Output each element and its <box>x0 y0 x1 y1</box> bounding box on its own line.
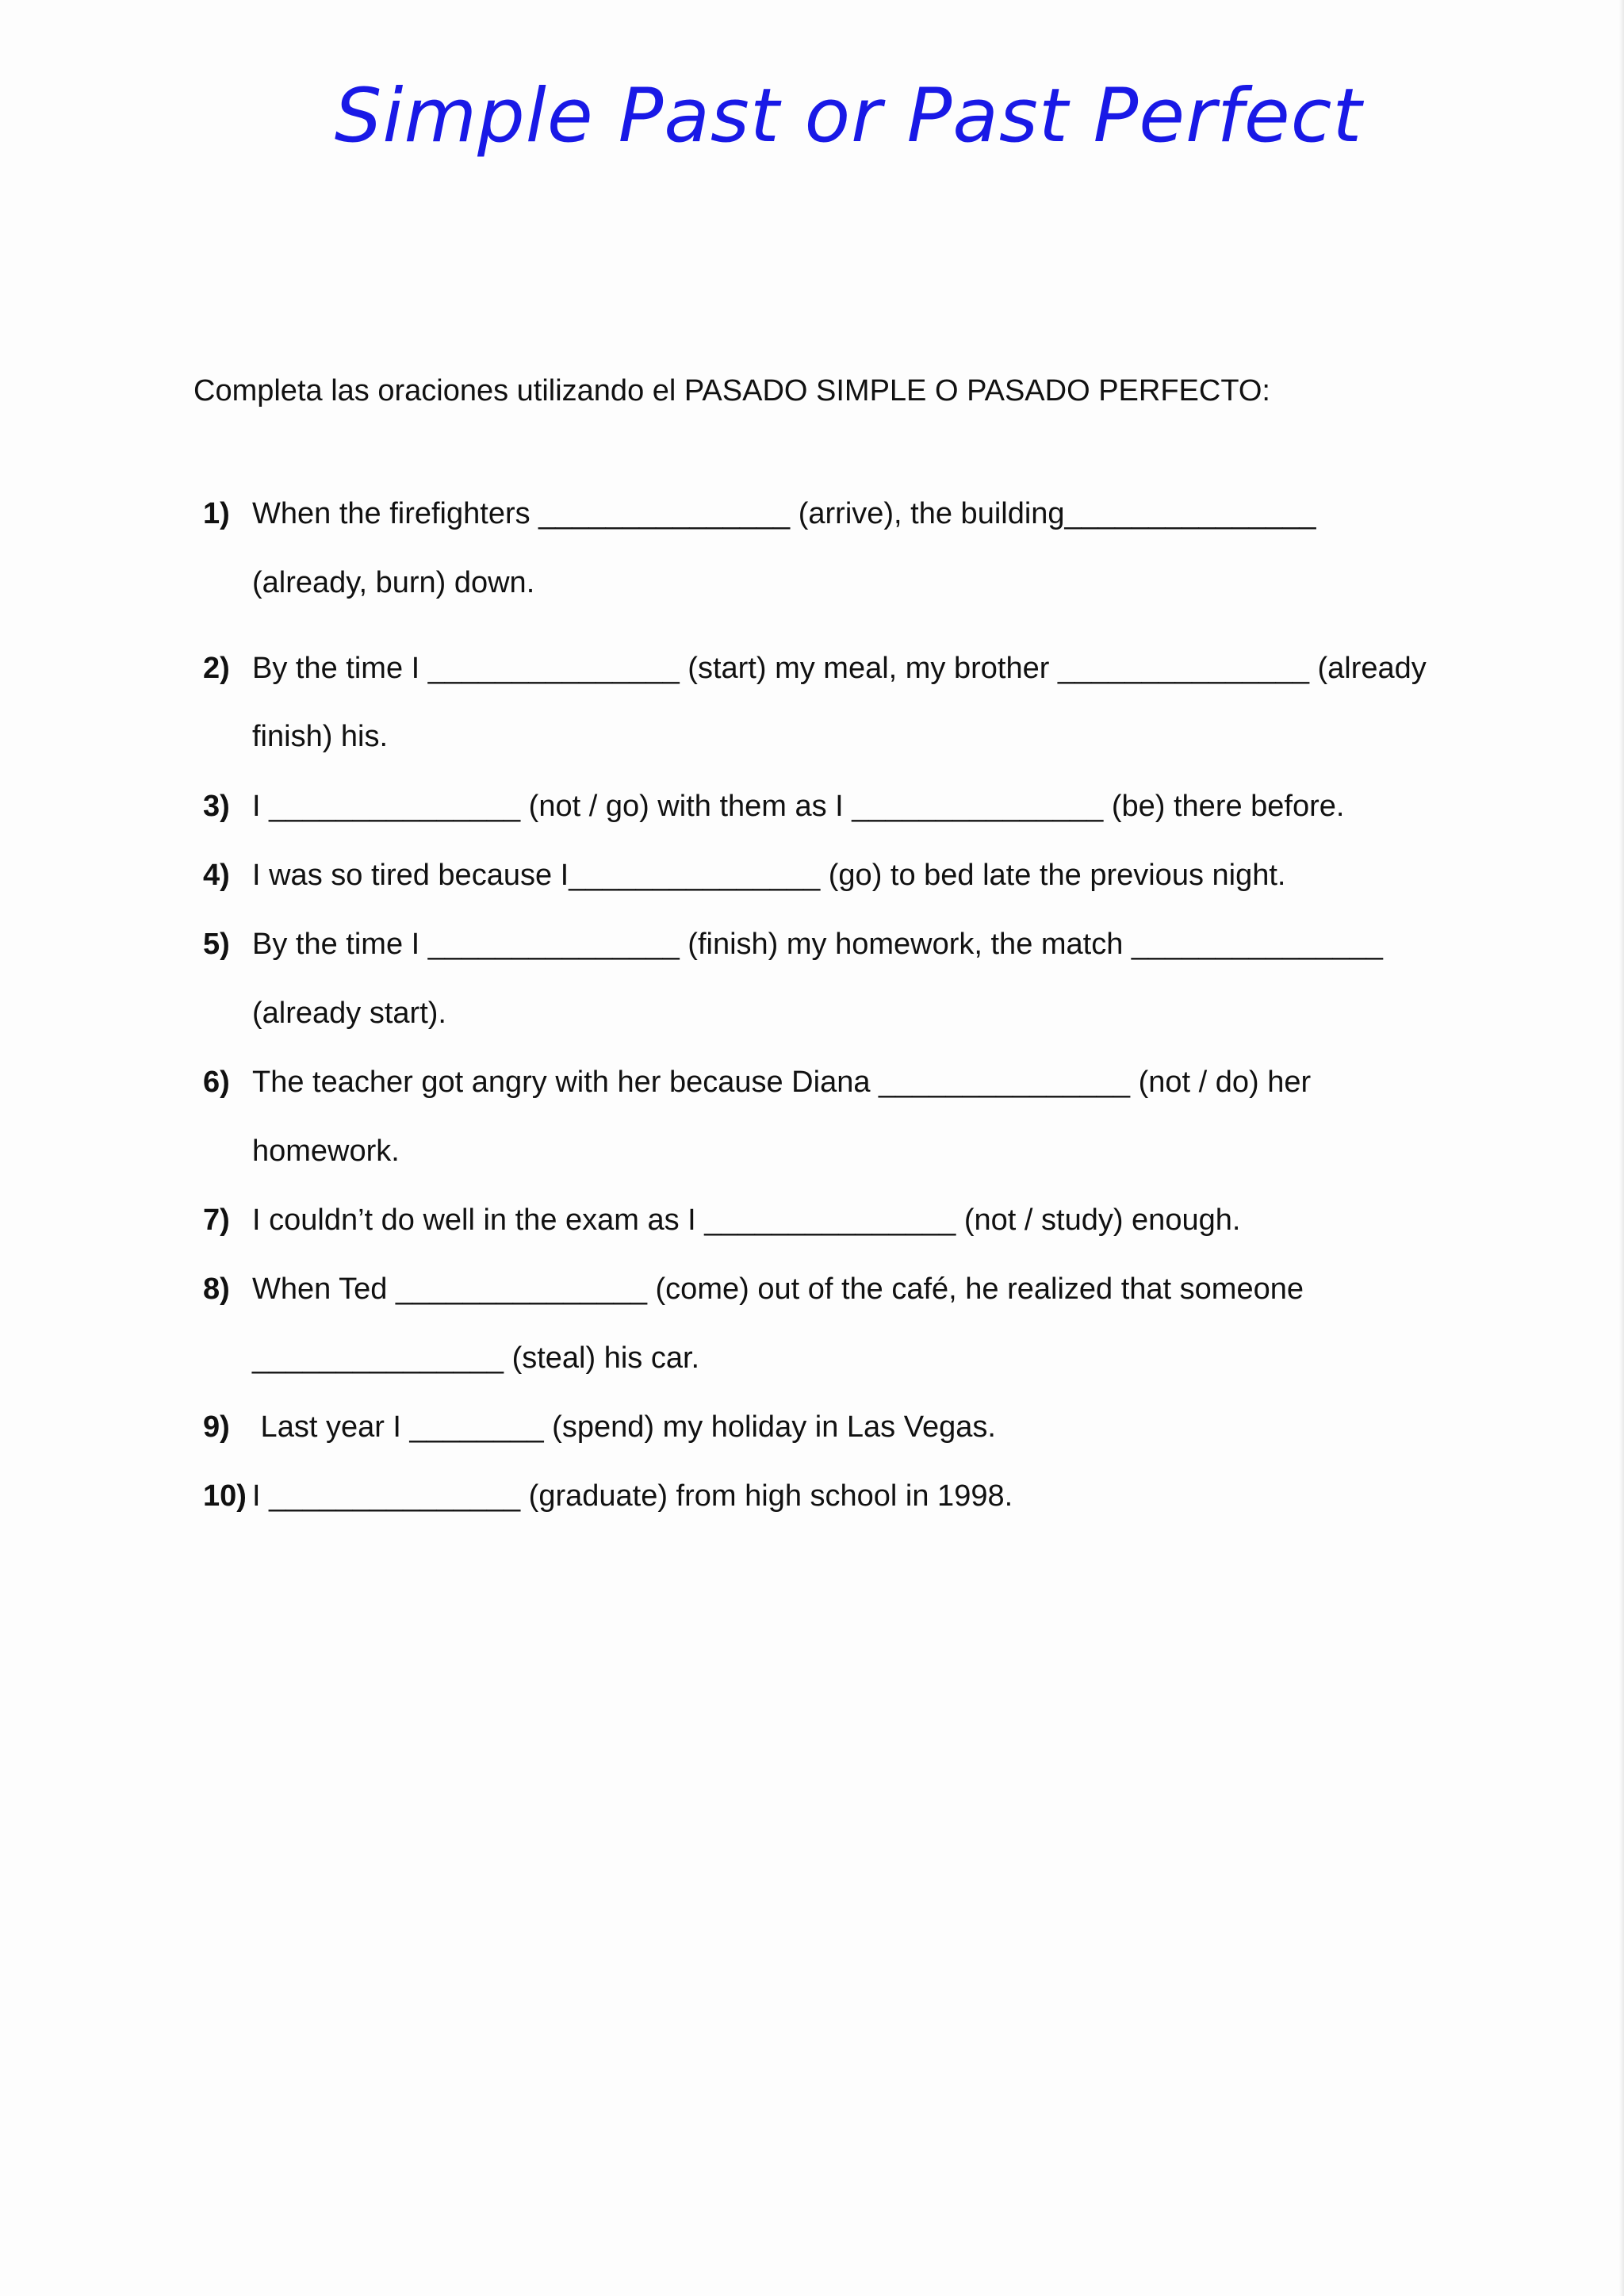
exercise-line: _______________ (steal) his car. <box>252 1341 700 1375</box>
exercise-line: The teacher got angry with her because Diana _______________ (not / do) her <box>252 1066 1312 1099</box>
exercise-number: 8) <box>203 1272 230 1306</box>
exercise-line: I _______________ (graduate) from high school in 1998. <box>252 1479 1013 1513</box>
exercise-line: By the time I _______________ (start) my meal, my brother _______________ (already <box>252 652 1427 685</box>
exercise-line: I couldn’t do well in the exam as I _______________ (not / study) enough. <box>252 1203 1241 1237</box>
exercise-line: (already, burn) down. <box>252 566 535 599</box>
exercise-number: 1) <box>203 497 230 530</box>
exercise-line: Last year I ________ (spend) my holiday in Las Vegas. <box>252 1410 996 1444</box>
exercise-number: 9) <box>203 1410 230 1444</box>
exercise-line: By the time I _______________ (finish) my homework, the match _______________ <box>252 928 1383 961</box>
exercise-line: I _______________ (not / go) with them as I _______________ (be) there before. <box>252 790 1345 823</box>
exercise-number: 7) <box>203 1203 230 1237</box>
exercise-number: 10) <box>203 1479 247 1513</box>
exercise-number: 2) <box>203 652 230 685</box>
instruction-text: Completa las oraciones utilizando el PASADO SIMPLE O PASADO PERFECTO: <box>193 374 1270 408</box>
exercise-line: (already start). <box>252 997 446 1030</box>
exercise-line: I was so tired because I_______________ (go) to bed late the previous night. <box>252 859 1286 892</box>
worksheet-title: Simple Past or Past Perfect <box>334 73 1363 159</box>
exercise-number: 4) <box>203 859 230 892</box>
exercise-number: 6) <box>203 1066 230 1099</box>
exercise-line: When Ted _______________ (come) out of the café, he realized that someone <box>252 1272 1304 1306</box>
page-edge <box>1619 0 1624 2296</box>
exercise-line: When the firefighters _______________ (arrive), the building_______________ <box>252 497 1316 530</box>
exercise-number: 3) <box>203 790 230 823</box>
exercise-number: 5) <box>203 928 230 961</box>
exercise-line: finish) his. <box>252 720 389 753</box>
exercise-line: homework. <box>252 1135 400 1168</box>
